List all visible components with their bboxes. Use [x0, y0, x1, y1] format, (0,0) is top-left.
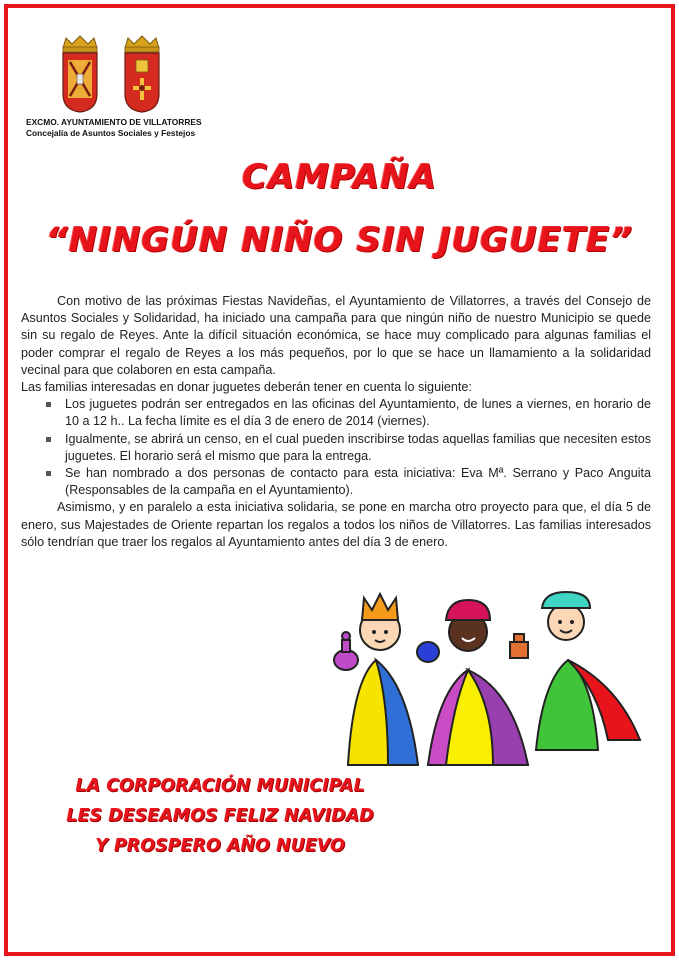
organization-name: EXCMO. AYUNTAMIENTO DE VILLATORRES — [26, 117, 202, 127]
intro-paragraph: Con motivo de las próximas Fiestas Navideñas, el Ayuntamiento de Villatorres, a través del Consejo de Asuntos Sociales y Solidaridad, ha iniciado una campaña para que ningún niño de nuestro Municipio se quede sin su regalo de Reyes. Ante la difícil situación económica, se hace muy complicado para algunas familias el poder comprar el regalo de Reyes a los más pequeños, por lo que se hace un llamamiento a la solidaridad vecinal para que colaboren en esta campaña. — [21, 294, 651, 377]
campaign-slogan: “NINGÚN NIÑO SIN JUGUETE” — [45, 220, 634, 260]
king-middle-figure — [417, 600, 528, 765]
department-name: Concejalía de Asuntos Sociales y Festejos — [26, 128, 196, 138]
lead-paragraph: Las familias interesadas en donar juguetes deberán tener en cuenta lo siguiente: — [21, 380, 472, 395]
campaign-title: CAMPAÑA — [242, 157, 437, 197]
closing-line-1: LA CORPORACIÓN MUNICIPAL — [75, 776, 365, 796]
list-item: Los juguetes podrán ser entregados en las oficinas del Ayuntamiento, de lunes a viernes, en horario de 10 a 12 h.. La fecha límite es el día 3 de enero de 2014 (viernes). — [45, 396, 651, 430]
closing-line-3: Y PROSPERO AÑO NUEVO — [95, 836, 345, 856]
coats-of-arms — [58, 34, 168, 114]
conditions-list — [21, 396, 651, 499]
coat-of-arms-icon — [125, 36, 159, 112]
king-left-figure — [334, 594, 418, 765]
coat-of-arms-icon — [63, 36, 97, 112]
second-paragraph: Asimismo, y en paralelo a esta iniciativa solidaria, se pone en marcha otro proyecto para que, el día 5 de enero, sus Majestades de Oriente repartan los regalos a todos los niños de Villatorres. Las familias interesados sólo tendrían que traer los regalos al Ayuntamiento antes del día 3 de enero. — [21, 500, 651, 549]
list-item: Se han nombrado a dos personas de contacto para esta iniciativa: Eva Mª. Serrano y Paco Anguita (Responsables de la campaña en el Ayuntamiento). — [45, 465, 651, 499]
three-kings-illustration — [318, 590, 658, 770]
king-right-figure — [510, 592, 640, 750]
list-item: Igualmente, se abrirá un censo, en el cual pueden inscribirse todas aquellas familias que necesiten estos juguetes. El horario será el mismo que para la entrega. — [45, 431, 651, 465]
announcement-body — [21, 293, 651, 551]
closing-line-2: LES DESEAMOS FELIZ NAVIDAD — [66, 806, 374, 826]
organization-block — [26, 117, 286, 139]
